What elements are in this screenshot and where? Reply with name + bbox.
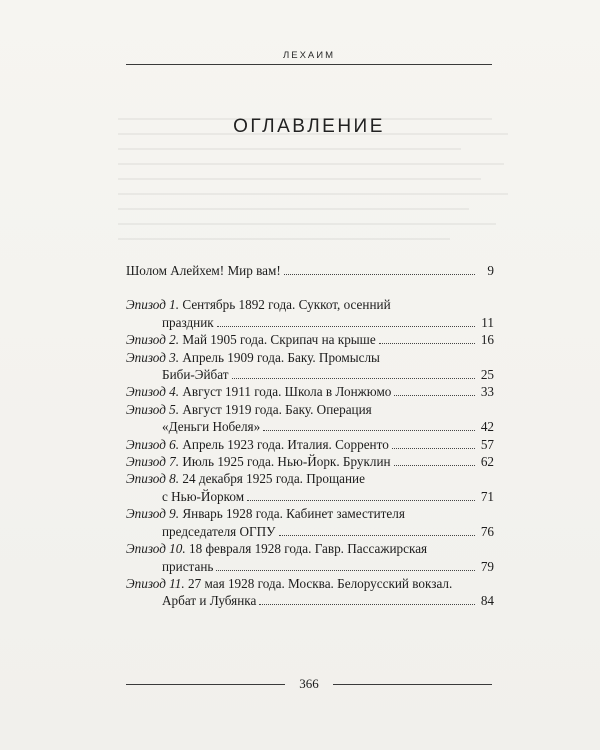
toc-entry-line <box>126 366 494 383</box>
entry-page-number: 33 <box>480 384 494 400</box>
entry-page-number: 57 <box>480 436 494 452</box>
entry-page-number: 42 <box>480 419 494 435</box>
toc-entry[interactable] <box>126 505 494 540</box>
entry-title-text: Арбат и Лубянка <box>162 593 257 609</box>
entry-title-text: председателя ОГПУ <box>162 523 276 539</box>
entry-title-text: 24 декабря 1925 года. Прощание <box>182 471 365 487</box>
toc-entry-line <box>126 523 494 540</box>
toc-entry-line <box>126 401 494 418</box>
entry-title-text: Август 1911 года. Школа в Лонжюмо <box>182 384 392 400</box>
dot-leader <box>263 430 475 431</box>
episode-label: Эпизод 3. <box>126 349 180 365</box>
footer-rule-right <box>333 684 492 685</box>
episode-label: Эпизод 8. <box>126 471 180 487</box>
entry-page-number: 84 <box>480 593 494 609</box>
dot-leader <box>394 395 475 396</box>
entry-page-number: 76 <box>480 523 494 539</box>
dot-leader <box>232 378 475 379</box>
toc-entry[interactable] <box>126 331 494 348</box>
toc-entry[interactable] <box>126 401 494 436</box>
toc-entry[interactable] <box>126 262 494 279</box>
toc-entry-line <box>126 540 494 557</box>
episode-label: Эпизод 10. <box>126 541 186 557</box>
entry-title-text: Апрель 1909 года. Баку. Промыслы <box>182 349 380 365</box>
toc-entry-line <box>126 314 494 331</box>
entry-page-number: 71 <box>480 488 494 504</box>
dot-leader <box>217 326 475 327</box>
toc-entry-line <box>126 470 494 487</box>
toc-entry-line <box>126 418 494 435</box>
entry-page-number: 16 <box>480 332 494 348</box>
entry-title-text: Биби-Эйбат <box>162 367 229 383</box>
toc-entry-line <box>126 436 494 453</box>
toc-entry[interactable] <box>126 349 494 384</box>
page-number: 366 <box>299 676 319 691</box>
episode-label: Эпизод 4. <box>126 384 180 400</box>
entry-page-number: 25 <box>480 367 494 383</box>
entry-title-text: пристань <box>162 558 214 574</box>
entry-page-number: 79 <box>480 558 494 574</box>
episode-label: Эпизод 7. <box>126 454 180 470</box>
toc-entry-line <box>126 331 494 348</box>
dot-leader <box>216 570 475 571</box>
show-through-text <box>118 118 508 258</box>
episode-label: Эпизод 9. <box>126 506 180 522</box>
entry-title-text: Январь 1928 года. Кабинет заместителя <box>182 506 405 522</box>
toc-entry[interactable] <box>126 383 494 400</box>
entry-title-text: Июль 1925 года. Нью-Йорк. Бруклин <box>182 454 391 470</box>
dot-leader <box>247 500 475 501</box>
entry-title-text: 27 мая 1928 года. Москва. Белорусский вокзал. <box>187 575 453 591</box>
entry-title-text: Август 1919 года. Баку. Операция <box>182 401 372 417</box>
toc-entry-line <box>126 575 494 592</box>
toc-entry[interactable] <box>126 453 494 470</box>
dot-leader <box>379 343 475 344</box>
toc-title: ОГЛАВЛЕНИЕ <box>233 116 385 137</box>
episode-label: Эпизод 1. <box>126 297 180 313</box>
toc-entry[interactable] <box>126 575 494 610</box>
episode-label: Эпизод 11. <box>126 575 185 591</box>
dot-leader <box>392 448 475 449</box>
toc-entry-line <box>126 592 494 609</box>
toc-entry-line <box>126 349 494 366</box>
entry-title-text: Апрель 1923 года. Италия. Сорренто <box>182 436 389 452</box>
dot-leader <box>279 535 475 536</box>
toc-entry[interactable] <box>126 296 494 331</box>
footer-rule-left <box>126 684 285 685</box>
toc-entry-line <box>126 262 494 279</box>
entry-page-number: 62 <box>480 454 494 470</box>
toc-entry-line <box>126 505 494 522</box>
header-rule <box>126 64 492 65</box>
dot-leader <box>394 465 475 466</box>
entry-title-text: праздник <box>162 314 214 330</box>
toc-entry-line <box>126 488 494 505</box>
entry-title-text: Шолом Алейхем! Мир вам! <box>126 263 281 278</box>
table-of-contents <box>126 262 494 610</box>
toc-entry[interactable] <box>126 470 494 505</box>
toc-entry-line <box>126 383 494 400</box>
entry-title-text: с Нью-Йорком <box>162 488 245 504</box>
entry-title-text: Сентябрь 1892 года. Суккот, осенний <box>182 297 391 313</box>
section-spacer <box>126 279 494 296</box>
episode-label: Эпизод 2. <box>126 332 180 348</box>
entry-title-text: Май 1905 года. Скрипач на крыше <box>182 332 376 348</box>
dot-leader <box>284 274 475 275</box>
entry-page-number: 9 <box>487 263 494 278</box>
episode-label: Эпизод 5. <box>126 401 180 417</box>
toc-entry[interactable] <box>126 436 494 453</box>
dot-leader <box>259 604 475 605</box>
entry-title-text: 18 февраля 1928 года. Гавр. Пассажирская <box>188 541 428 557</box>
entry-title-text: «Деньги Нобеля» <box>162 419 261 435</box>
entry-page-number: 11 <box>481 314 494 330</box>
page-footer <box>126 676 492 692</box>
toc-entry[interactable] <box>126 540 494 575</box>
episode-label: Эпизод 6. <box>126 436 180 452</box>
running-head: ЛЕХАИМ <box>283 50 335 61</box>
toc-entry-line <box>126 558 494 575</box>
toc-entry-line <box>126 453 494 470</box>
toc-entry-line <box>126 296 494 313</box>
